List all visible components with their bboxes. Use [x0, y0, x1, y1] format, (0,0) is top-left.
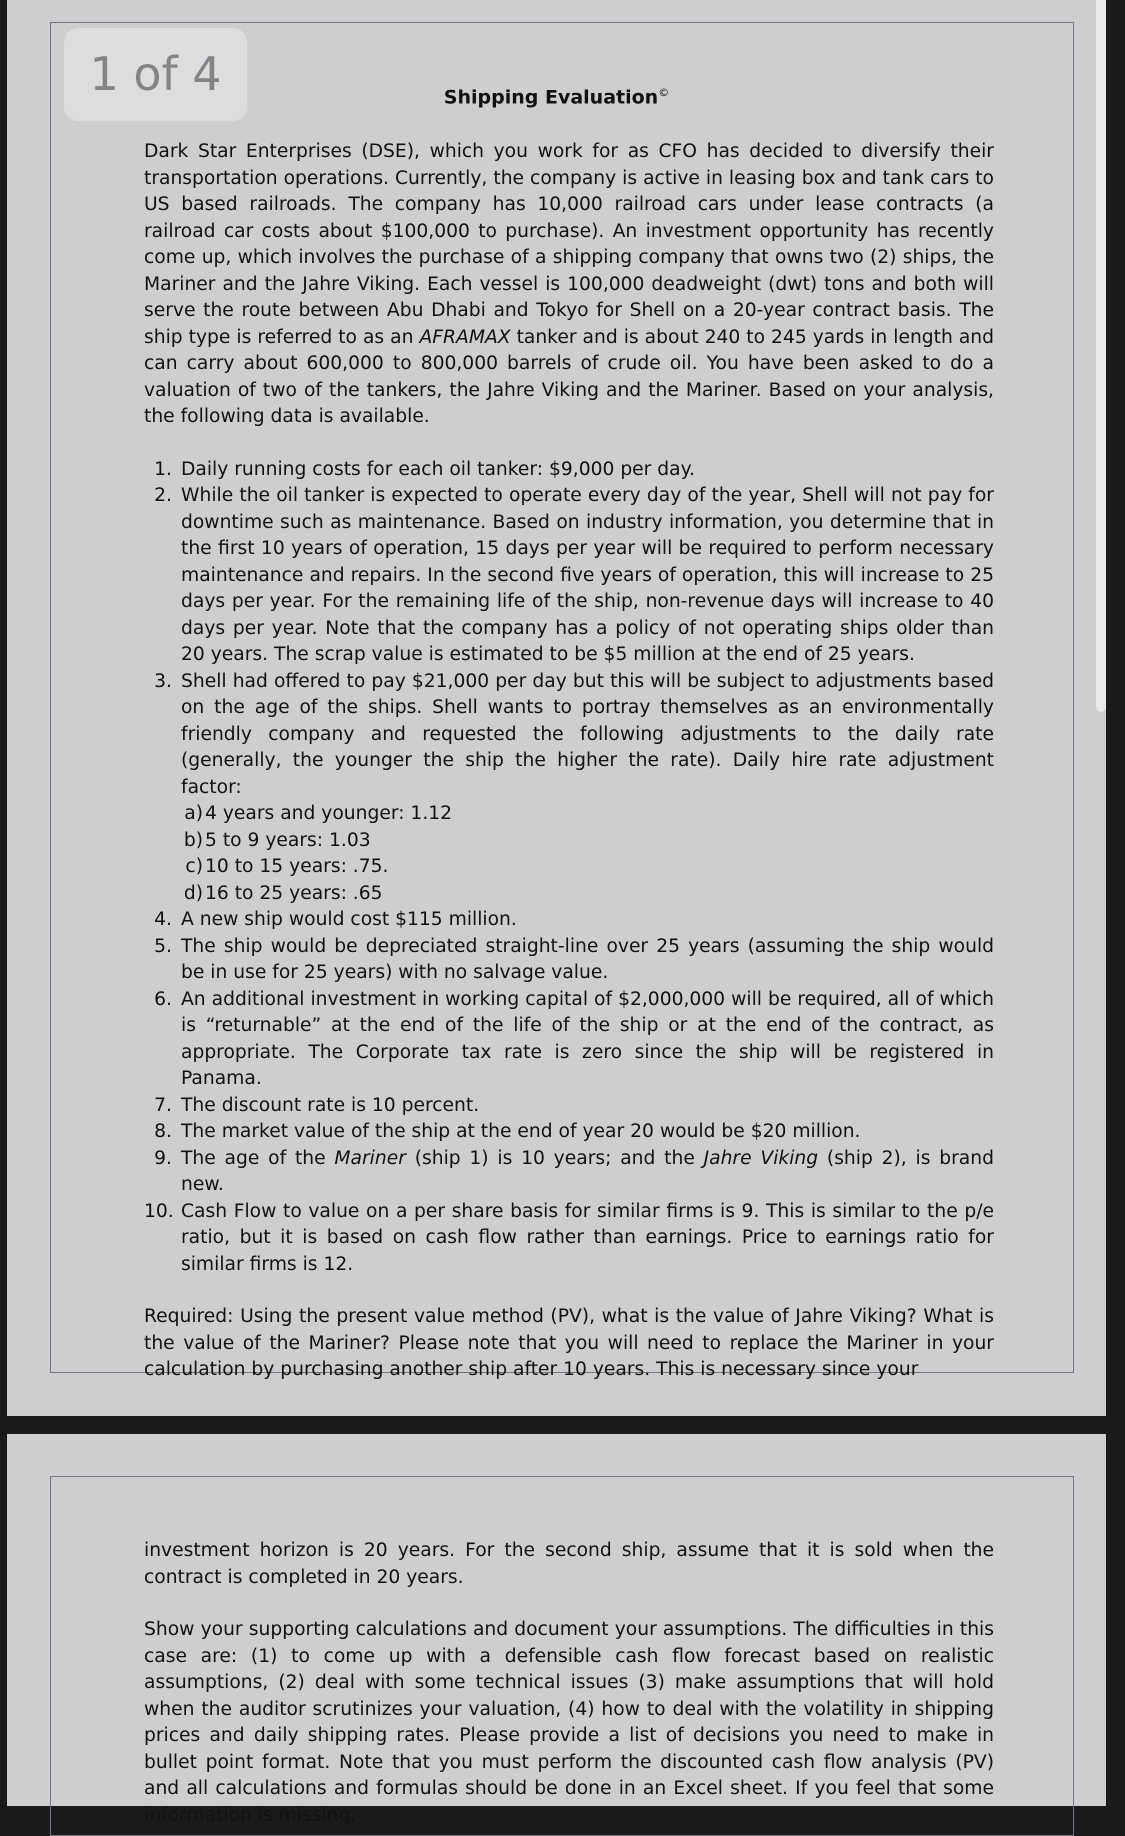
list-item: 1. Daily running costs for each oil tanker: $9,000 per day. — [154, 458, 695, 480]
intro-paragraph: Dark Star Enterprises (DSE), which you work for as CFO has decided to diversify their transportation operations. Currently, the company is active in leasing box and tank cars to US based railroads. The company has 10,000 railroad cars under lease contracts (a railroad car costs about $100,000 to purchase). An investment opportunity has recently come up, which involves the purchase of a shipping company that owns two (2) ships, the Mariner and the Jahre Viking. Each vessel is 100,000 deadweight (dwt) tons and both will serve the route between Abu Dhabi and Tokyo for Shell on a 20-year contract basis. The ship type is referred to as an AFRAMAX tanker and is about 240 to 245 yards in length and can carry about 600,000 to 800,000 barrels of crude oil. You have been asked to do a valuation of two of the tankers, the Jahre Viking and the Mariner. Based on your analysis, the following data is available. — [144, 141, 995, 427]
document-page-2 — [7, 1434, 1106, 1826]
document-page-1 — [7, 0, 1106, 1416]
list-item: 7. The discount rate is 10 percent. — [154, 1094, 480, 1116]
document-title: Shipping Evaluation© — [443, 86, 670, 109]
body-text — [144, 139, 994, 1384]
continuation-paragraph: investment horizon is 20 years. For the second ship, assume that it is sold when the contract is completed in 20 years. — [144, 1540, 994, 1588]
list-item: 5. The ship would be depreciated straight-line over 25 years (assuming the ship would be in use for 25 years) with no salvage value. — [154, 935, 994, 983]
page-indicator: 1 of 4 — [64, 28, 247, 121]
instructions-paragraph: Show your supporting calculations and document your assumptions. The difficulties in this case are: (1) to come up with a defensible cash flow forecast based on realistic assumptions, (2) deal with some technical issues (3) make assumptions that will hold when the auditor scrutinizes your valuation, (4) how to deal with the volatility in shipping prices and daily shipping rates. Please provide a list of decisions you need to make in bullet point format. Note that you must perform the discounted cash flow analysis (PV) and all calculations and formulas should be done in an Excel sheet. If you feel that some information is missing, — [144, 1619, 994, 1826]
page2-body-text — [144, 1538, 994, 1829]
list-item: 9. The age of the Mariner (ship 1) is 10 years; and the Jahre Viking (ship 2), is brand new. — [154, 1147, 994, 1195]
list-item: 6. An additional investment in working capital of $2,000,000 will be required, all of which is “returnable” at the end of the life of the ship or at the end of the contract, as appropriate. The Corporate tax rate is zero since the ship will be registered in Panama. — [154, 988, 994, 1089]
sub-list-item: a) 4 years and younger: 1.12 — [184, 803, 453, 824]
sub-list-item: d) 16 to 25 years: .65 — [183, 882, 383, 904]
list-item: 8. The market value of the ship at the end of year 20 would be $20 million. — [154, 1121, 861, 1142]
rate-adjustment-list — [174, 801, 994, 907]
data-list — [144, 457, 994, 1279]
sub-list-item: c) 10 to 15 years: .75. — [185, 856, 389, 877]
list-item: 4. A new ship would cost $115 million. — [154, 909, 517, 930]
list-item: 10. Cash Flow to value on a per share basis for similar firms is 9. This is similar to the p/e ratio, but it is based on cash flow rather than earnings. Price to earnings ratio for similar firms is 12. — [144, 1200, 994, 1275]
list-item: 3. Shell had offered to pay $21,000 per day but this will be subject to adjustments based on the age of the ships. Shell wants to portray themselves as an environmentally friendly company and requested the following adjustments to the daily rate (generally, the younger the ship the higher the rate). Daily hire rate adjustment factor: a) 4 years and younger: 1.12 b) 5 to 9 years: 1.03 c) 10 to 15 years: .75. d) 16 to 25 years: .65 — [144, 669, 994, 908]
required-paragraph: Required: Using the present value method (PV), what is the value of Jahre Viking? What is the value of the Mariner? Please note that you will need to replace the Mariner in your calculation by purchasing another ship after 10 years. This is necessary since your — [144, 1306, 994, 1380]
list-item: 2. While the oil tanker is expected to operate every day of the year, Shell will not pay for downtime such as maintenance. Based on industry information, you determine that in the first 10 years of operation, 15 days per year will be required to perform necessary maintenance and repairs. In the second five years of operation, this will increase to 25 days per year. For the remaining life of the ship, non-revenue days will increase to 40 days per year. Note that the company has a policy of not operating ships older than 20 years. The scrap value is estimated to be $5 million at the end of 25 years. — [154, 485, 994, 665]
sub-list-item: b) 5 to 9 years: 1.03 — [183, 829, 371, 851]
